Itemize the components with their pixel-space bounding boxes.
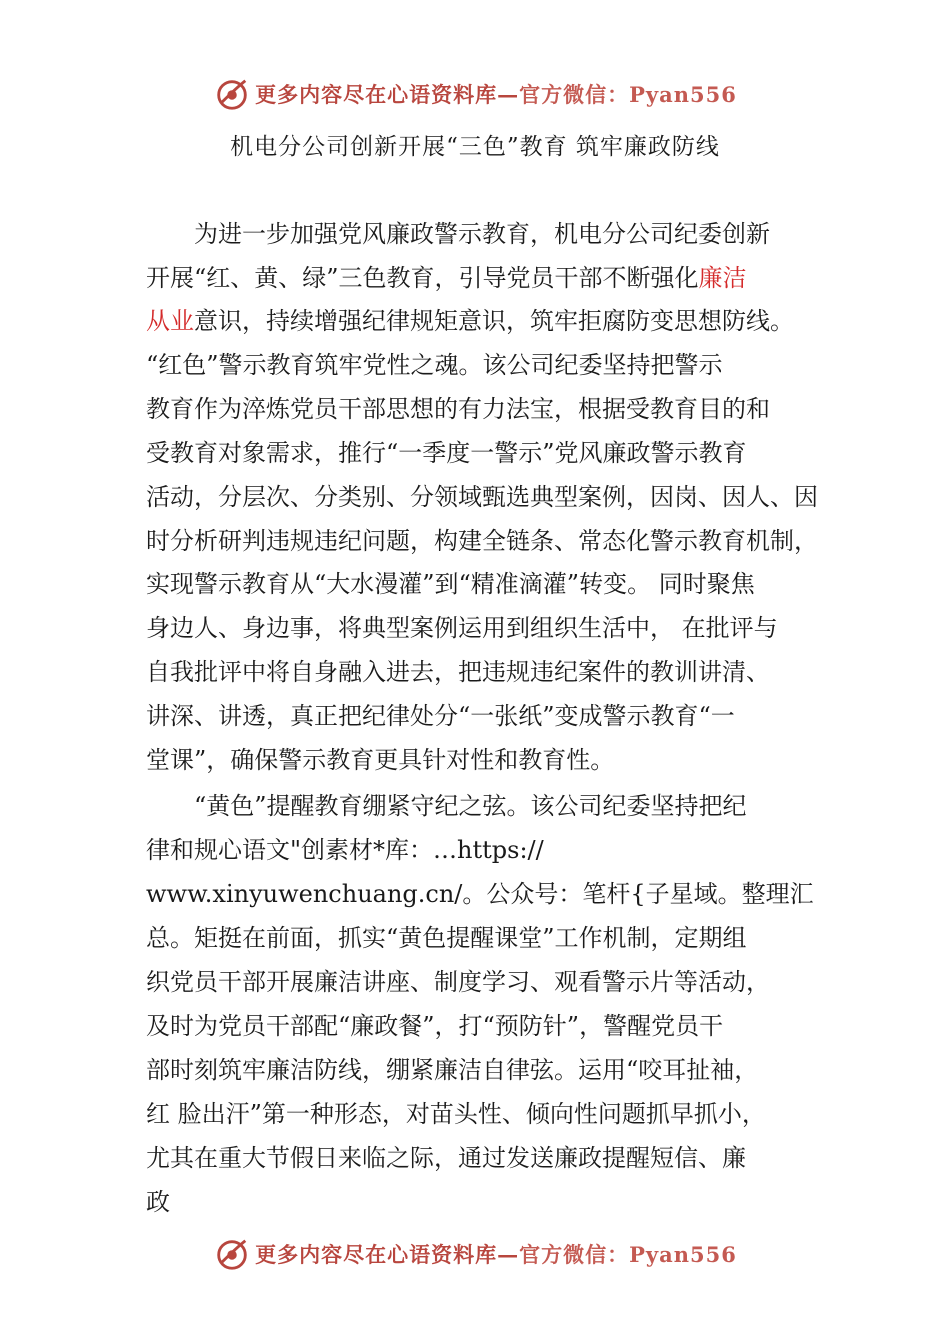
body-line	[146, 262, 747, 294]
banner-text	[255, 1239, 737, 1269]
body-line: 活动，分层次、分类别、分领域甄选典型案例，因岗、因人、因	[146, 483, 818, 511]
body-line: 身边人、身边事，将典型案例运用到组织生活中， 在批评与	[146, 614, 778, 642]
banner-main-text: 更多内容尽在心语资料库—	[255, 1242, 520, 1267]
body-line: 政	[146, 1188, 170, 1216]
banner-text	[255, 79, 737, 109]
banner-wechat-text: 官方微信：Pyan556	[519, 1242, 737, 1267]
footer-banner	[0, 1232, 950, 1276]
body-line: 堂课”，确保警示教育更具针对性和教育性。	[146, 746, 615, 774]
body-line: “红色”警示教育筑牢党性之魂。该公司纪委坚持把警示	[146, 351, 723, 379]
body-line: 尤其在重大节假日来临之际，通过发送廉政提醒短信、廉	[146, 1144, 746, 1172]
body-text: 开展“红、黄、绿”三色教育，引导党员干部不断强化	[146, 264, 699, 292]
body-line	[146, 305, 794, 337]
body-line: 为进一步加强党风廉政警示教育，机电分公司纪委创新	[146, 220, 770, 248]
body-line: 自我批评中将自身融入进去，把违规违纪案件的教训讲清、	[146, 658, 770, 686]
document-title: 机电分公司创新开展“三色”教育 筑牢廉政防线	[230, 134, 720, 160]
brush-logo-icon	[213, 75, 251, 113]
body-line: 教育作为淬炼党员干部思想的有力法宝，根据受教育目的和	[146, 395, 770, 423]
body-text: 意识，持续增强纪律规矩意识，筑牢拒腐防变思想防线。	[194, 307, 794, 335]
body-line: 织党员干部开展廉洁讲座、制度学习、观看警示片等活动，	[146, 968, 770, 996]
banner-main-text: 更多内容尽在心语资料库—	[255, 82, 520, 107]
body-line: 实现警示教育从“大水漫灌”到“精准滴灌”转变。 同时聚焦	[146, 570, 755, 598]
body-line: www.xinyuwenchuang.cn/。公众号：笔杆{子星域。整理汇	[146, 880, 814, 908]
body-line: 时分析研判违规违纪问题，构建全链条、常态化警示教育机制，	[146, 527, 818, 555]
banner-wechat-text: 官方微信：Pyan556	[519, 82, 737, 107]
body-line: 受教育对象需求，推行“一季度一警示”党风廉政警示教育	[146, 439, 747, 467]
body-line: 总。矩挺在前面，抓实“黄色提醒课堂”工作机制，定期组	[146, 924, 747, 952]
body-line: 律和规心语文"创素材*库：…https://	[146, 836, 544, 864]
body-line: 红 脸出汗”第一种形态，对苗头性、倾向性问题抓早抓小，	[146, 1100, 766, 1128]
body-line: 讲深、讲透，真正把纪律处分“一张纸”变成警示教育“一	[146, 702, 735, 730]
highlight-text: 从业	[146, 307, 194, 335]
body-line: 部时刻筑牢廉洁防线，绷紧廉洁自律弦。运用“咬耳扯袖，	[146, 1056, 759, 1084]
header-banner	[0, 72, 950, 116]
body-line: 及时为党员干部配“廉政餐”，打“预防针”，警醒党员干	[146, 1012, 724, 1040]
highlight-text: 廉洁	[698, 264, 747, 292]
body-line: “黄色”提醒教育绷紧守纪之弦。该公司纪委坚持把纪	[146, 792, 747, 820]
brush-logo-icon	[213, 1235, 251, 1273]
